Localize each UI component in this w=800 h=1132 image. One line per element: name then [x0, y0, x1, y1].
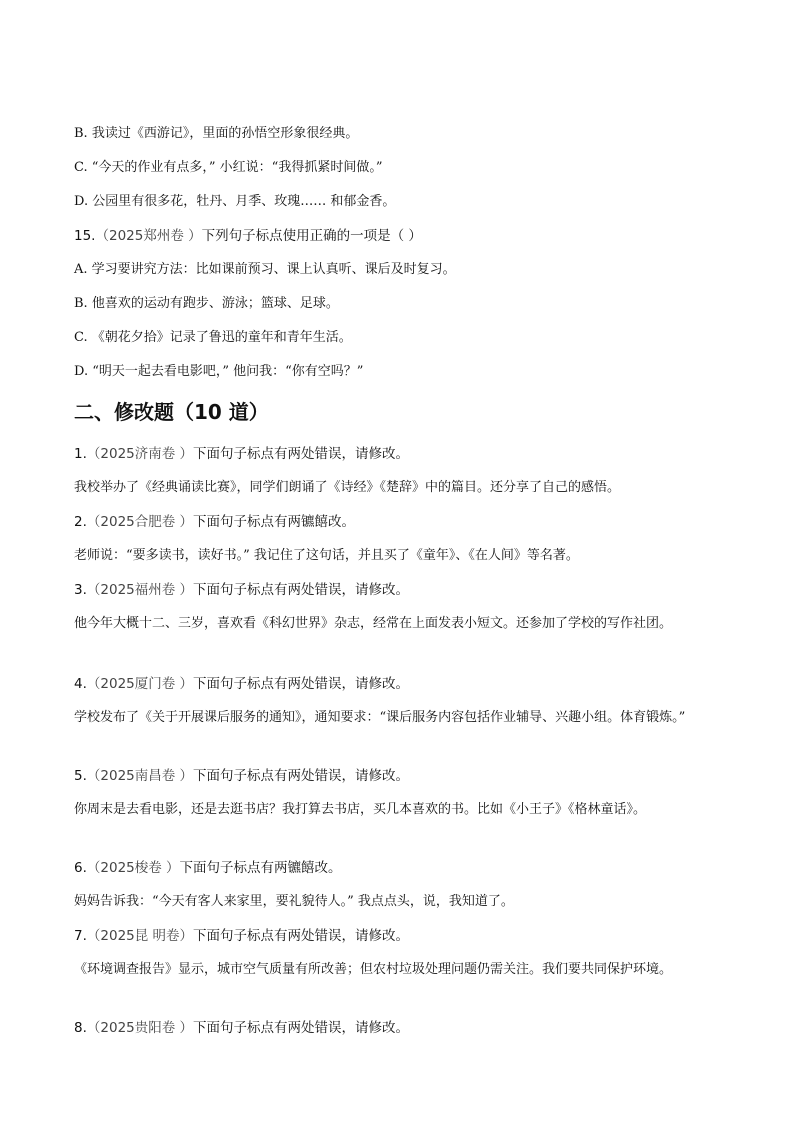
item-5-sentence: 你周末是去看电影，还是去逛书店？我打算去书店，买几本喜欢的书。比如《小王子》《格林童话》。 [74, 802, 647, 817]
question-source: （2025郑州卷 ） [95, 228, 202, 244]
question-15 [74, 226, 734, 246]
item-number: 1. [74, 446, 87, 462]
option-15-c: C. 《朝花夕拾》记录了鲁迅的童年和青年生活。 [74, 330, 352, 345]
revision-item-7 [74, 926, 734, 946]
item-source: （2025贵阳卷 ） [86, 1020, 194, 1036]
revision-item-4 [74, 674, 734, 694]
item-stem: 下面句子标点有两处错误，请修改。 [193, 768, 410, 784]
item-number: 7. [74, 928, 87, 944]
item-4-sentence: 学校发布了《关于开展课后服务的通知》，通知要求：“课后服务内容包括作业辅导、兴趣小组。体育锻炼。” [74, 710, 686, 725]
item-6-sentence: 妈妈告诉我：“今天有客人来家里，要礼貌待人。” 我点点头，说，我知道了。 [74, 894, 514, 909]
revision-item-6 [74, 858, 734, 878]
option-14-c: C. “今天的作业有点多，” 小红说：“我得抓紧时间做。” [74, 160, 383, 175]
item-source: （2025厦门卷 ） [86, 676, 194, 692]
item-number: 6. [74, 860, 87, 876]
item-number: 2. [74, 514, 87, 530]
item-3-sentence: 他今年大概十二、三岁，喜欢看《科幻世界》杂志，经常在上面发表小短文。还参加了学校的写作社团。 [74, 616, 673, 631]
item-source: （2025福州卷 ） [86, 582, 194, 598]
item-source: （2025南昌卷 ） [86, 768, 194, 784]
item-number: 3. [74, 582, 87, 598]
item-number: 8. [74, 1020, 87, 1036]
item-source: （2025梭卷 ） [86, 860, 180, 876]
item-stem: 下面句子标点有两镳饎改。 [193, 514, 356, 530]
item-stem: 下面句子标点有两镳饎改。 [179, 860, 342, 876]
item-stem: 下面句子标点有两处错误，请修改。 [193, 446, 410, 462]
item-number: 5. [74, 768, 87, 784]
option-14-b: B. 我读过《西游记》，里面的孙悟空形象很经典。 [74, 126, 359, 141]
question-stem: 下列句子标点使用正确的一项是（ ） [201, 228, 422, 244]
option-15-d: D. “明天一起去看电影吧，” 他问我：“你有空吗？” [74, 364, 364, 379]
option-15-b: B. 他喜欢的运动有跑步、游泳；篮球、足球。 [74, 296, 339, 311]
item-stem: 下面句子标点有两处错误，请修改。 [193, 582, 410, 598]
revision-item-1 [74, 444, 734, 464]
option-14-d: D. 公园里有很多花，牡丹、月季、玫瑰…… 和郁金香。 [74, 194, 396, 209]
question-number: 15. [74, 228, 96, 244]
item-number: 4. [74, 676, 87, 692]
item-source: （2025济南卷 ） [86, 446, 194, 462]
item-source: （2025合肥卷 ） [86, 514, 194, 530]
item-7-sentence: 《环境调查报告》显示，城市空气质量有所改善；但农村垃圾处理问题仍需关注。我们要共同保护环境。 [74, 962, 673, 977]
revision-item-8 [74, 1018, 734, 1038]
section-heading: 二、修改题（10 道） [74, 400, 269, 424]
revision-item-2 [74, 512, 734, 532]
item-stem: 下面句子标点有两处错误，请修改。 [193, 928, 410, 944]
option-15-a: A. 学习要讲究方法：比如课前预习、课上认真听、课后及时复习。 [74, 262, 456, 277]
item-2-sentence: 老师说：“要多读书，读好书。” 我记住了这句话，并且买了《童年》、《在人间》等名著。 [74, 548, 579, 563]
item-1-sentence: 我校举办了《经典诵读比赛》，同学们朗诵了《诗经》《楚辞》中的篇目。还分享了自己的感悟。 [74, 480, 621, 495]
item-stem: 下面句子标点有两处错误，请修改。 [193, 1020, 410, 1036]
item-source: （2025昆 明卷） [86, 928, 194, 944]
revision-item-5 [74, 766, 734, 786]
revision-item-3 [74, 580, 734, 600]
item-stem: 下面句子标点有两处错误，请修改。 [193, 676, 410, 692]
